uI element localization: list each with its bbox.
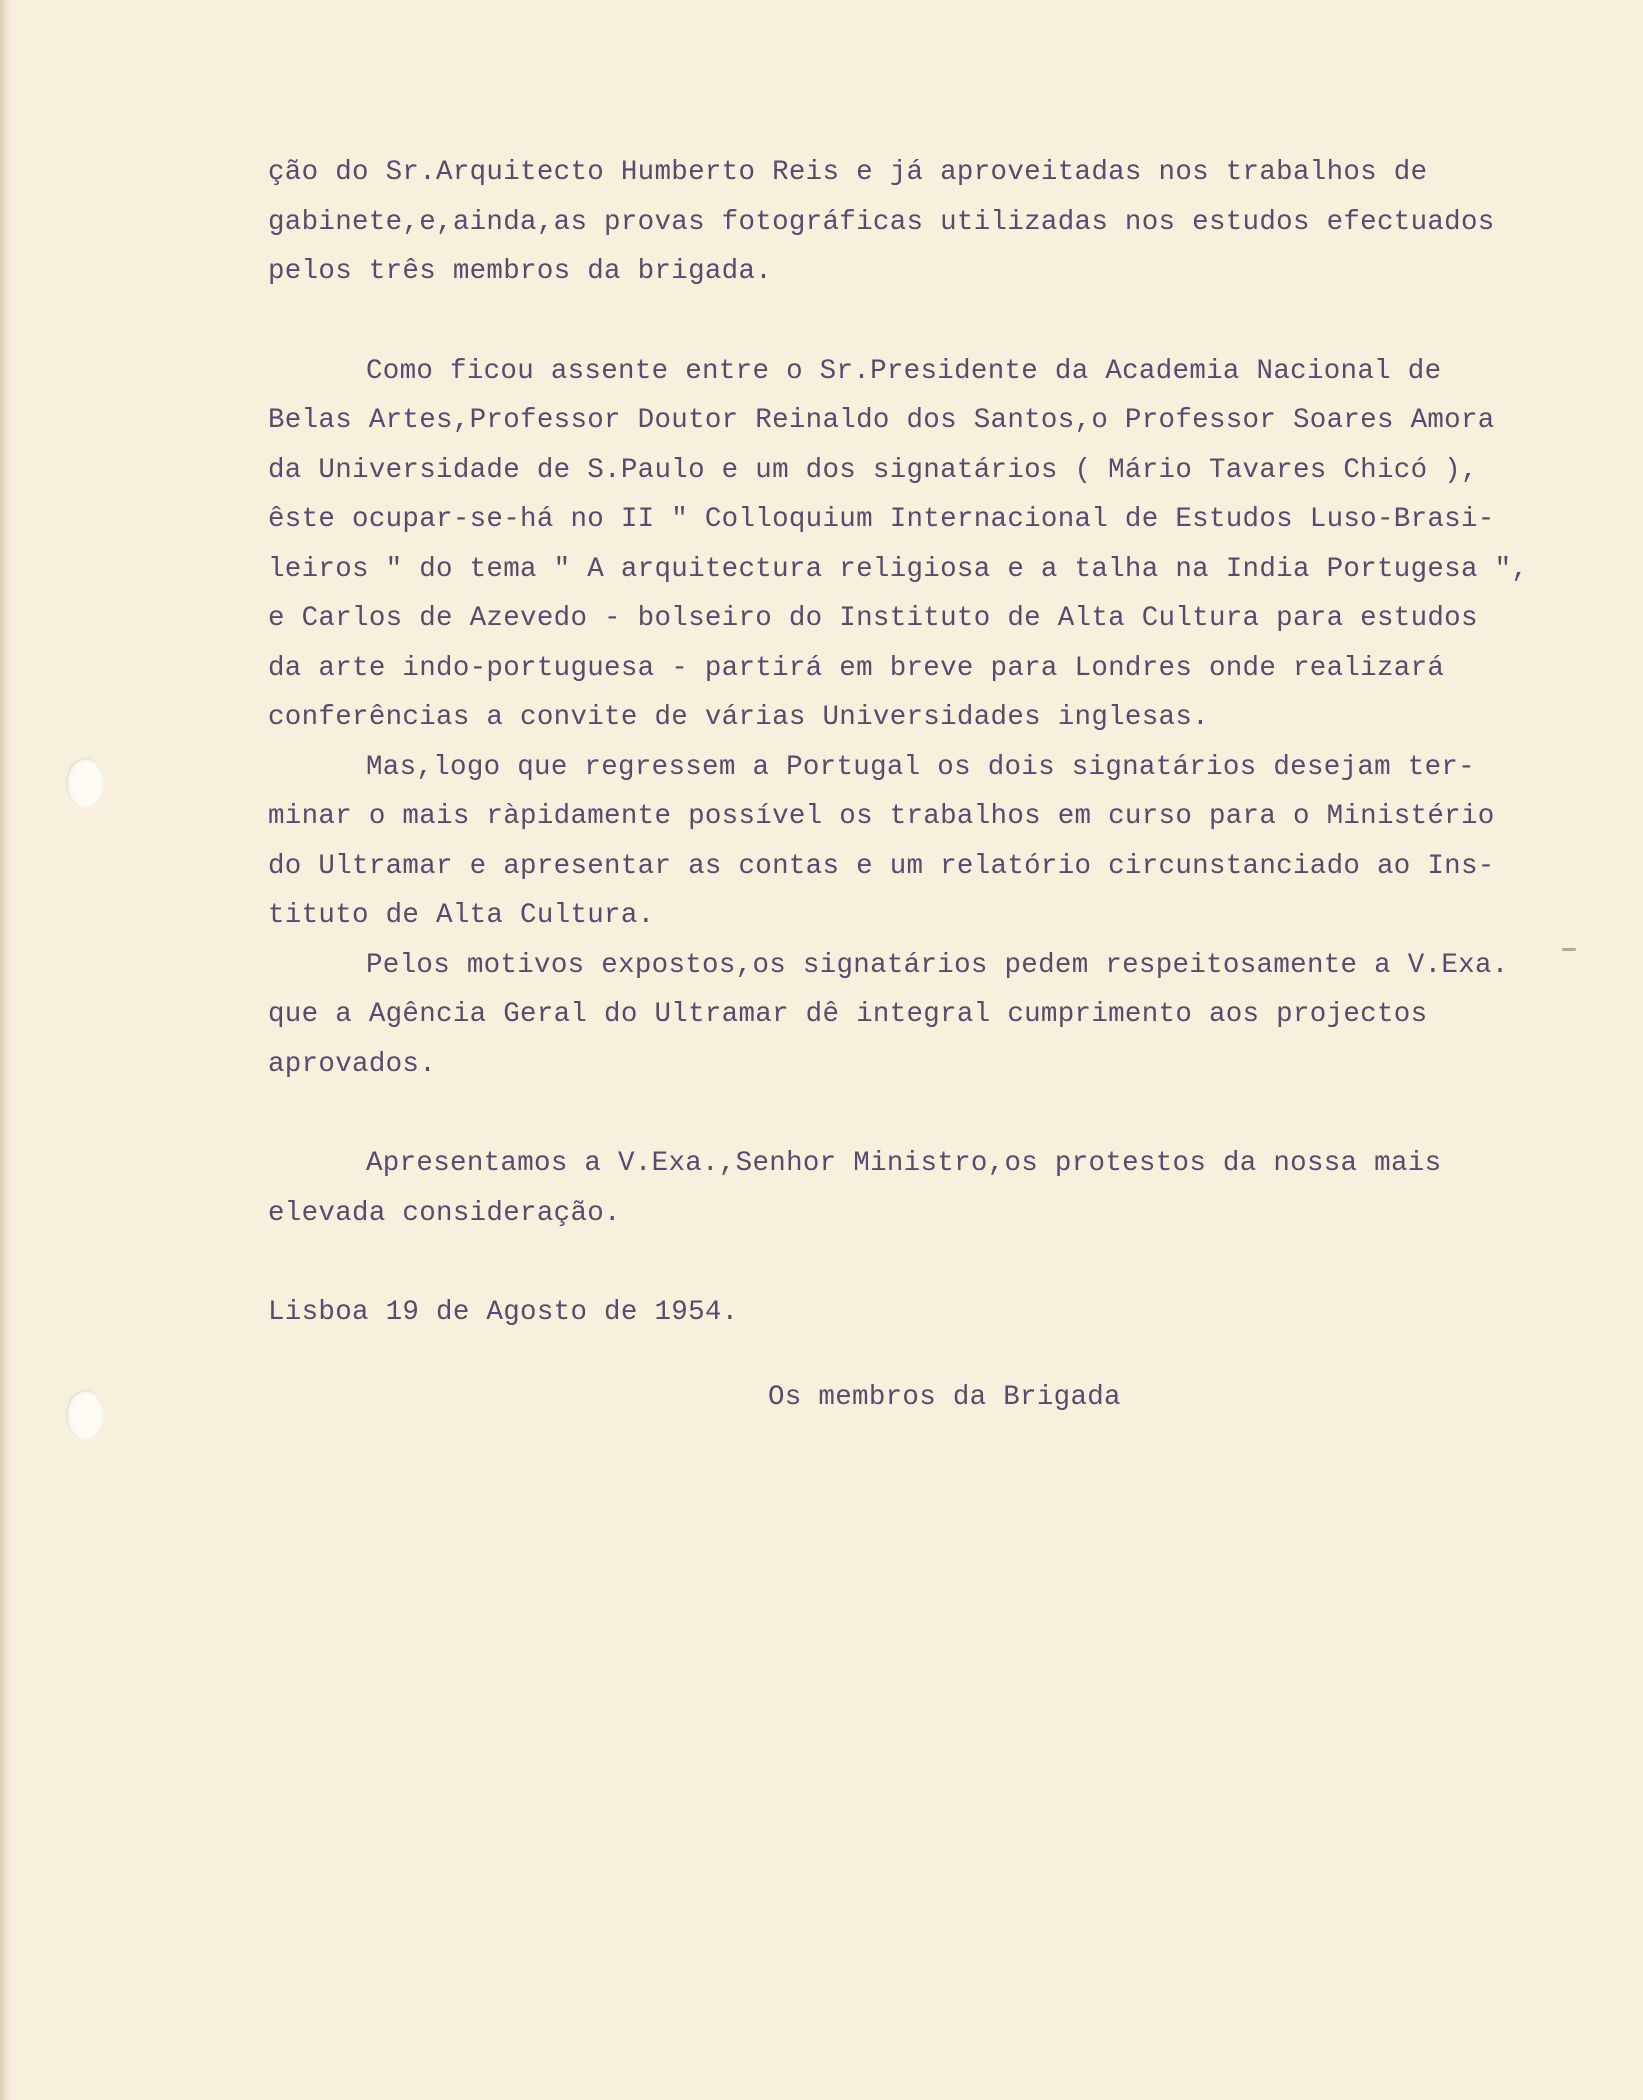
text-line: e Carlos de Azevedo - bolseiro do Instituto de Alta Cultura para estudos	[268, 603, 1478, 634]
paper-mark	[1562, 948, 1576, 951]
punch-hole-icon	[66, 758, 104, 808]
text-line: da Universidade de S.Paulo e um dos signatários ( Mário Tavares Chicó ),	[268, 454, 1478, 486]
text-line: tituto de Alta Cultura.	[268, 900, 655, 931]
text-line: Apresentamos a V.Exa.,Senhor Ministro,os protestos da nossa mais	[366, 1148, 1442, 1179]
paragraph-colloquium	[268, 347, 1538, 743]
letter-signature: Os membros da Brigada	[768, 1381, 1121, 1413]
text-line: leiros " do tema " A arquitectura religiosa e a talha na India Portugesa ",	[268, 553, 1529, 585]
text-line: Como ficou assente entre o Sr.Presidente da Academia Nacional de	[366, 355, 1442, 387]
paragraph-request	[268, 941, 1538, 1090]
paragraph-continuation	[268, 148, 1538, 297]
text-line: aprovados.	[268, 1048, 437, 1080]
paragraph-closing	[268, 1139, 1538, 1238]
text-line: do Ultramar e apresentar as contas e um relatório circunstanciado ao Ins-	[268, 850, 1495, 882]
text-line: pelos três membros da brigada.	[268, 256, 773, 287]
text-line: da arte indo-portuguesa - partirá em breve para Londres onde realizará	[268, 652, 1445, 684]
punch-hole-icon	[66, 1390, 104, 1440]
text-line: Mas,logo que regressem a Portugal os dois signatários desejam ter-	[366, 751, 1475, 783]
text-line: Belas Artes,Professor Doutor Reinaldo dos Santos,o Professor Soares Amora	[268, 405, 1495, 436]
text-line: gabinete,e,ainda,as provas fotográficas utilizadas nos estudos efectuados	[268, 206, 1495, 238]
letter-date: Lisboa 19 de Agosto de 1954.	[268, 1297, 739, 1328]
text-line: minar o mais ràpidamente possível os trabalhos em curso para o Ministério	[268, 801, 1495, 832]
text-line: conferências a convite de várias Universidades inglesas.	[268, 702, 1209, 733]
paragraph-return	[268, 743, 1538, 941]
text-line: Pelos motivos expostos,os signatários pedem respeitosamente a V.Exa.	[366, 949, 1509, 981]
text-line: elevada consideração.	[268, 1197, 621, 1229]
paper-edge-shadow	[0, 0, 10, 2100]
text-line: ção do Sr.Arquitecto Humberto Reis e já aproveitadas nos trabalhos de	[268, 157, 1428, 188]
letter-body	[268, 148, 1538, 1422]
text-line: êste ocupar-se-há no II " Colloquium Internacional de Estudos Luso-Brasi-	[268, 504, 1495, 535]
text-line: que a Agência Geral do Ultramar dê integral cumprimento aos projectos	[268, 999, 1428, 1030]
